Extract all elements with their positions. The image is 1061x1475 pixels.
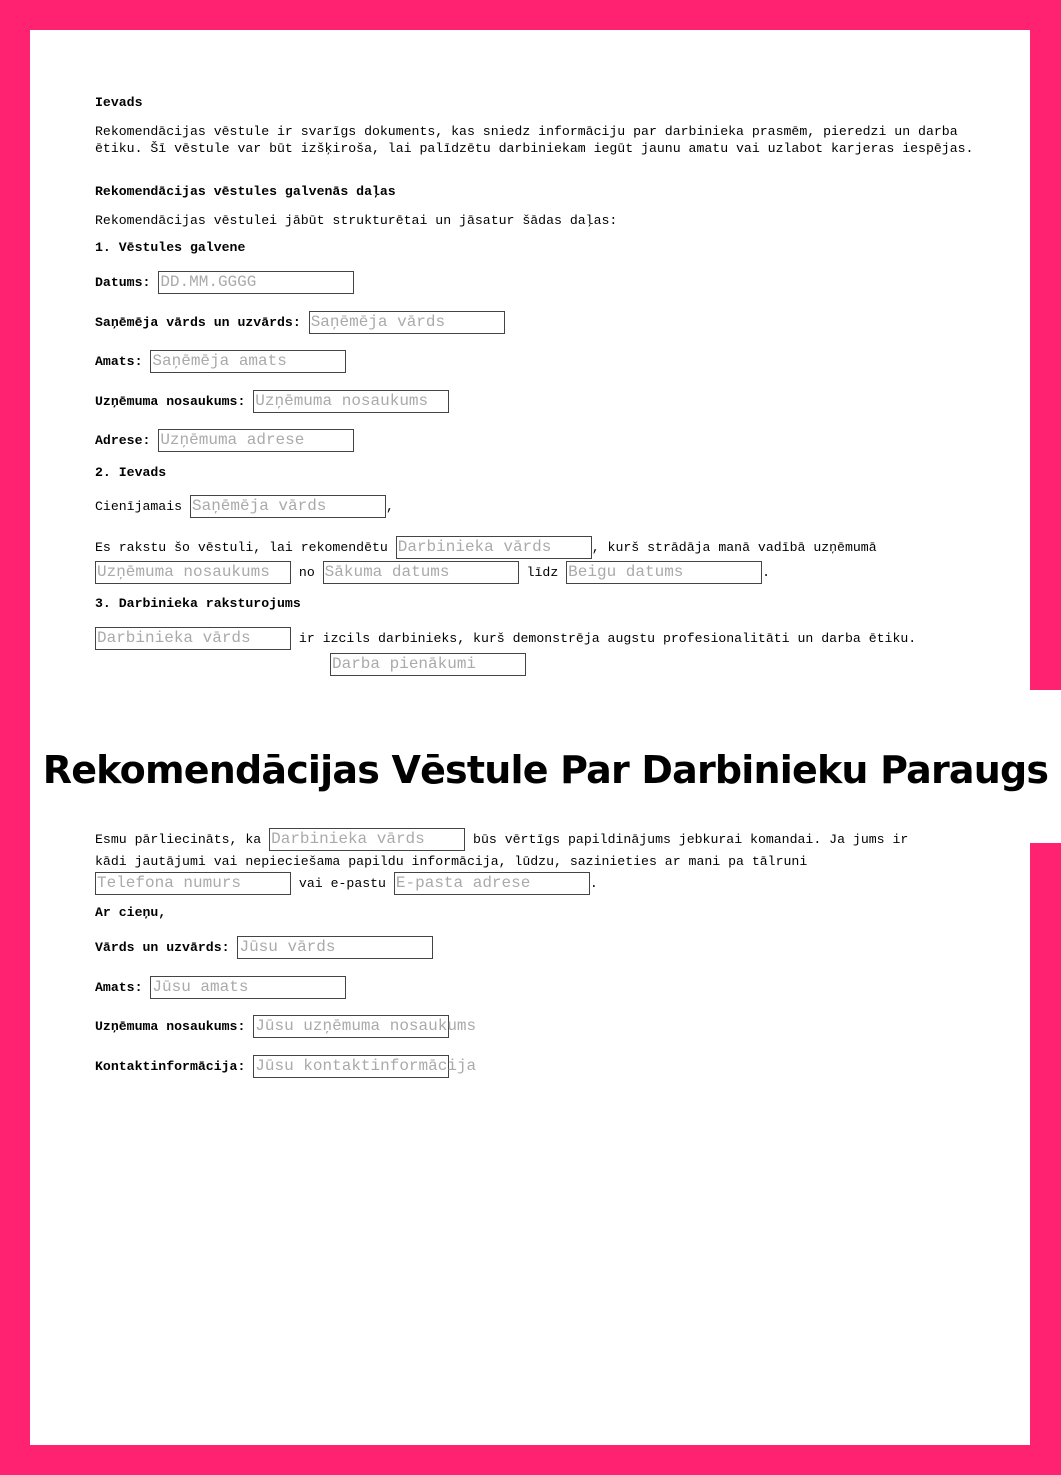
until-word: līdz [526, 564, 559, 580]
salutation-comma: , [385, 498, 394, 514]
closing-employee-field[interactable]: Darbinieka vārds [269, 828, 465, 851]
closing-paragraph [95, 828, 945, 895]
your-company-row [95, 1015, 477, 1038]
employee-name-field[interactable]: Darbinieka vārds [396, 536, 592, 559]
closing-text-1: Esmu pārliecināts, ka [95, 831, 262, 847]
recommend-text-2: , kurš strādāja manā vadībā uzņēmumā [591, 539, 877, 555]
company-name-field[interactable]: Uzņēmuma nosaukums [253, 390, 449, 413]
banner-title: Rekomendācijas Vēstule Par Darbinieku Paraugs [42, 748, 1049, 792]
company-name-row [95, 390, 449, 413]
company-field[interactable]: Uzņēmuma nosaukums [95, 561, 291, 584]
contact-row [95, 1055, 477, 1078]
email-field[interactable]: E-pasta adrese [394, 872, 590, 895]
recipient-position-label: Amats: [95, 353, 143, 369]
regards-text: Ar cieņu, [95, 905, 167, 920]
date-row [95, 271, 354, 294]
document-sheet [30, 30, 1049, 1445]
salutation-name-field[interactable]: Saņēmēja vārds [190, 495, 386, 518]
char-text: ir izcils darbinieks, kurš demonstrēja augstu profesionalitāti un darba ētiku. [298, 630, 917, 646]
duties-row [330, 653, 526, 676]
salutation-row [95, 495, 394, 518]
address-field[interactable]: Uzņēmuma adrese [158, 429, 354, 452]
recipient-name-row [95, 311, 505, 334]
char-employee-field[interactable]: Darbinieka vārds [95, 627, 291, 650]
intro-paragraph: Rekomendācijas vēstule ir svarīgs dokuments, kas sniedz informāciju par darbinieka prasmēm, pieredzi un darba ētiku. Šī vēstule var būt izšķiroša, lai palīdzētu darbiniekam iegūt jaunu amatu vai uzlabot karjeras iespējas. [95, 124, 974, 156]
recipient-name-label: Saņēmēja vārds un uzvārds: [95, 314, 301, 330]
closing-period: . [589, 875, 598, 891]
date-label: Datums: [95, 274, 151, 290]
recipient-name-field[interactable]: Saņēmēja vārds [309, 311, 505, 334]
recipient-position-row [95, 350, 346, 373]
salutation-text: Cienījamais [95, 498, 183, 514]
date-field[interactable]: DD.MM.GGGG [158, 271, 354, 294]
your-company-field[interactable]: Jūsu uzņēmuma nosaukums [253, 1015, 449, 1038]
contact-field[interactable]: Jūsu kontaktinformācija [253, 1055, 449, 1078]
duties-field[interactable]: Darba pienākumi [330, 653, 526, 676]
or-email-text: vai e-pastu [298, 875, 386, 891]
address-row [95, 429, 354, 452]
from-word: no [298, 564, 315, 580]
parts-paragraph: Rekomendācijas vēstulei jābūt strukturētai un jāsatur šādas daļas: [95, 213, 618, 228]
recommend-line-2 [95, 561, 770, 584]
recommend-text-1: Es rakstu šo vēstuli, lai rekomendētu [95, 539, 388, 555]
period: . [762, 564, 771, 580]
your-name-label: Vārds un uzvārds: [95, 939, 230, 955]
parts-heading: Rekomendācijas vēstules galvenās daļas [95, 184, 396, 199]
section2-heading: 2. Ievads [95, 465, 167, 480]
recipient-position-field[interactable]: Saņēmēja amats [150, 350, 346, 373]
section3-heading: 3. Darbinieka raksturojums [95, 596, 301, 611]
section1-heading: 1. Vēstules galvene [95, 240, 246, 255]
recommend-line-1 [95, 536, 877, 559]
your-position-field[interactable]: Jūsu amats [150, 976, 346, 999]
intro-heading: Ievads [95, 95, 143, 110]
your-company-label: Uzņēmuma nosaukums: [95, 1018, 246, 1034]
address-label: Adrese: [95, 432, 151, 448]
your-position-label: Amats: [95, 979, 143, 995]
characteristic-row [95, 627, 916, 650]
your-position-row [95, 976, 346, 999]
your-name-row [95, 936, 433, 959]
your-name-field[interactable]: Jūsu vārds [237, 936, 433, 959]
phone-field[interactable]: Telefona numurs [95, 872, 291, 895]
end-date-field[interactable]: Beigu datums [566, 561, 762, 584]
title-banner [30, 690, 1061, 843]
closing-text-2: būs vērtīgs papildinājums jebkurai komandai. Ja jums ir kādi jautājumi vai nepieciešama papildu informācija, lūdzu, sazinieties ar mani pa tālruni [95, 831, 909, 869]
contact-label: Kontaktinformācija: [95, 1058, 246, 1074]
company-name-label: Uzņēmuma nosaukums: [95, 393, 246, 409]
start-date-field[interactable]: Sākuma datums [323, 561, 519, 584]
